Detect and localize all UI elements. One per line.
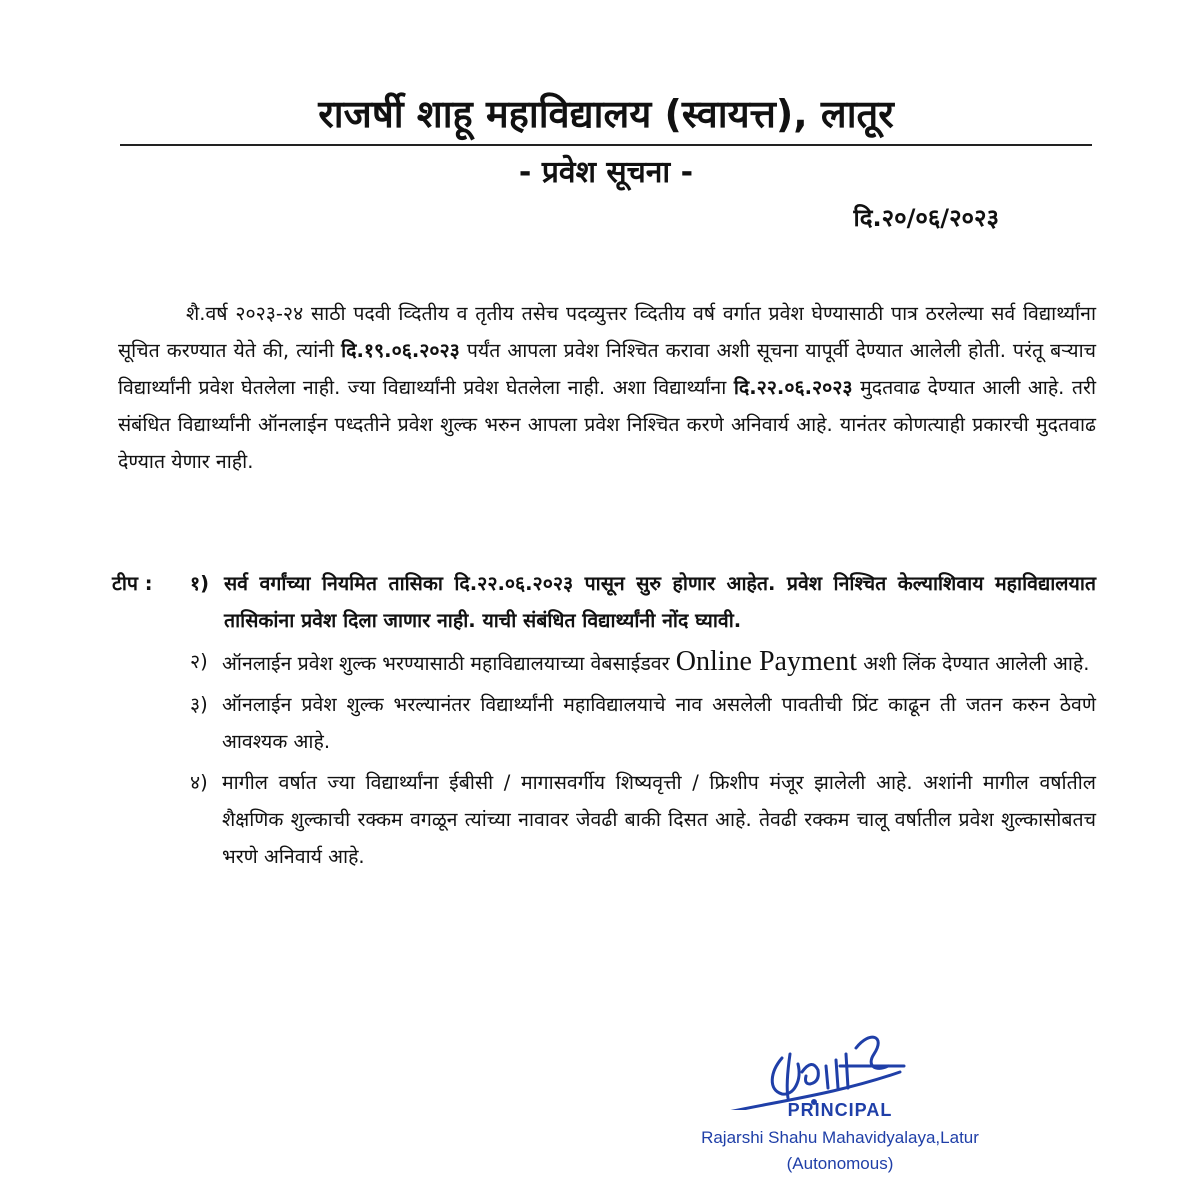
signatory-college: Rajarshi Shahu Mahavidyalaya,Latur [701, 1128, 979, 1147]
notice-date: दि.२०/०६/२०२३ [853, 204, 999, 232]
notes-label: टीप : [112, 572, 153, 595]
note-4-number: ४) [190, 771, 208, 794]
note-2-number: २) [190, 650, 208, 673]
first-deadline-date: दि.१९.०६.२०२३ [341, 339, 460, 362]
note-3-text: ऑनलाईन प्रवेश शुल्क भरल्यानंतर विद्यार्थ्यांनी महाविद्यालयाचे नाव असलेली पावतीची प्रिंट काढून ती जतन करुन ठेवणे आवश्यक आहे. [222, 693, 1096, 753]
signature-block [690, 1010, 1010, 1180]
body-text-part-2: पर्यंत आपला प्रवेश निश्चित करावा अशी सूचना यापूर्वी देण्यात आलेली होती. परंतू बऱ्याच विद्यार्थ्यांनी प्रवेश घेतलेला नाही. ज्या विद्यार्थ्यांनी प्रवेश घेतलेला नाही. अशा विद्यार्थ्यांना [118, 339, 1097, 399]
signatory-title: PRINCIPAL [787, 1100, 893, 1120]
note-4 [112, 764, 1096, 875]
college-title: राजर्षी शाहू महाविद्यालय (स्वायत्त), लातूर [318, 92, 894, 136]
notice-body [118, 295, 1096, 480]
notice-subtitle: - प्रवेश सूचना - [518, 155, 694, 190]
note-4-text: मागील वर्षात ज्या विद्यार्थ्यांना ईबीसी / मागासवर्गीय शिष्यवृत्ती / फ्रिशीप मंजूर झालेली आहे. अशांनी मागील वर्षातील शैक्षणिक शुल्काची रक्कम वगळून त्यांच्या नावावर जेवढी बाकी दिसत आहे. तेवढी रक्कम चालू वर्षातील प्रवेश शुल्कासोबतच भरणे अनिवार्य आहे. [222, 771, 1096, 868]
note-2 [112, 643, 1096, 682]
body-text-part-3: मुदतवाढ देण्यात आली आहे. तरी संबंधित विद्यार्थ्यांनी ऑनलाईन पध्दतीने प्रवेश शुल्क भरुन आपला प्रवेश निश्चित करणे अनिवार्य आहे. यानंतर कोणत्याही प्रकारची मुदतवाढ देण्यात येणार नाही. [118, 376, 1097, 473]
handwritten-signature [690, 1010, 1010, 1110]
body-text-part-1: शै.वर्ष २०२३-२४ साठी पदवी व्दितीय व तृतीय तसेच पदव्युत्तर व्दितीय वर्ष वर्गात प्रवेश घेण्यासाठी पात्र ठरलेल्या सर्व विद्यार्थ्यांना सूचित करण्यात येते की, त्यांनी [118, 302, 1096, 362]
note-2-text-b: अशी लिंक देण्यात आलेली आहे. [863, 652, 1090, 675]
online-payment-text: Online Payment [675, 646, 857, 677]
title-underline [120, 144, 1092, 146]
extended-deadline-date: दि.२२.०६.२०२३ [733, 376, 853, 399]
note-2-text-a: ऑनलाईन प्रवेश शुल्क भरण्यासाठी महाविद्यालयाच्या वेबसाईडवर [222, 652, 670, 675]
note-1 [112, 565, 1096, 639]
notes-section [112, 565, 1096, 875]
note-3-number: ३) [190, 693, 208, 716]
note-3 [112, 686, 1096, 760]
note-1-number: १) [190, 572, 210, 595]
note-1-text: सर्व वर्गांच्या नियमित तासिका दि.२२.०६.२०२३ पासून सुरु होणार आहेत. प्रवेश निश्चित केल्याशिवाय महाविद्यालयात तासिकांना प्रवेश दिला जाणार नाही. याची संबंधित विद्यार्थ्यांनी नोंद घ्यावी. [224, 572, 1096, 632]
signatory-status: (Autonomous) [786, 1154, 894, 1173]
